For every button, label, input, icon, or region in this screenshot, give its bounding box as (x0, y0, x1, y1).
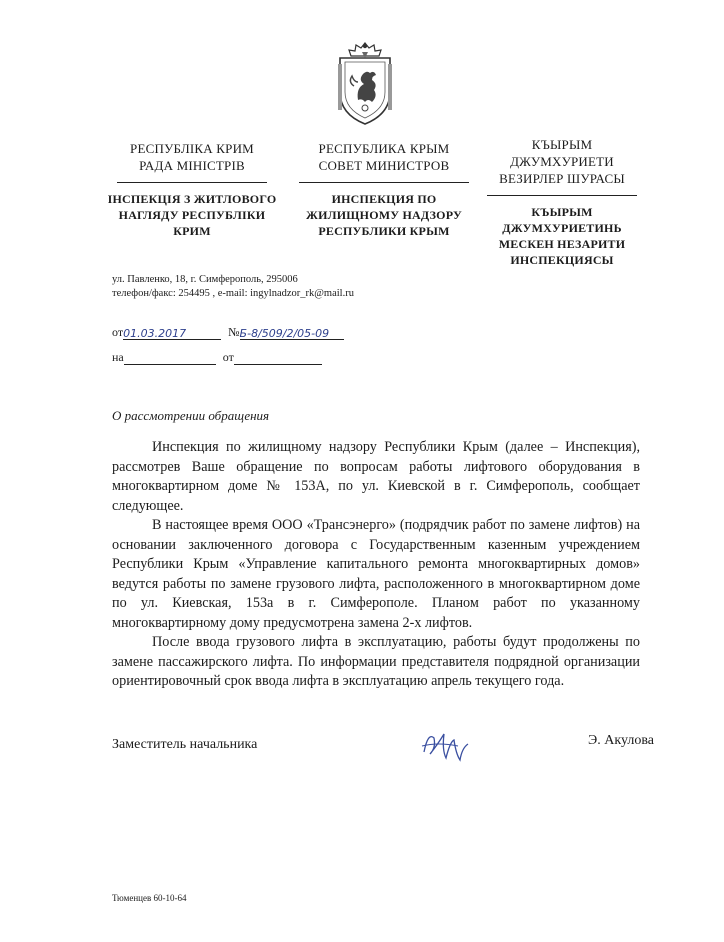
on-label: на (112, 350, 124, 364)
signatory-name: Э. Акулова (588, 733, 654, 748)
address-text: ул. Павленко, 18, г. Симферополь, 295006 (112, 274, 298, 285)
contact-block (112, 273, 354, 301)
crimea-coat-of-arms-icon (334, 40, 396, 126)
organization-name: ИНСПЕКЦИЯ ПО ЖИЛИЩНОМУ НАДЗОРУ РЕСПУБЛИКИ КРЫМ (306, 192, 462, 238)
letter-body (112, 438, 640, 692)
blank-line (124, 350, 216, 365)
organization-name: КЪЫРЫМ ДЖУМХУРИЕТИНЬ МЕСКЕН НЕЗАРИТИ ИНСПЕКЦИЯСЫ (498, 205, 626, 267)
letter-subject: О рассмотрении обращения (112, 408, 270, 423)
council-name: СОВЕТ МИНИСТРОВ (318, 158, 450, 173)
council-name: РАДА МІНІСТРІВ (139, 158, 245, 173)
handwritten-number: Б-8/509/2/05-09 (239, 327, 330, 340)
paragraph: Инспекция по жилищному надзору Республики Крым (далее – Инспекция), рассмотрев Ваше обращение по вопросам работы лифтового оборудования в многоквартирном доме № 153А, по ул. Киевской в г. Симферополь, сообщает следующее. (112, 439, 640, 514)
header-divider (299, 182, 469, 183)
number-label: № (228, 325, 240, 339)
blank-line (234, 350, 322, 365)
incoming-registration (112, 349, 322, 365)
header-column-russian (296, 140, 472, 239)
organization-name: ІНСПЕКЦІЯ З ЖИТЛОВОГО НАГЛЯДУ РЕСПУБЛІКИ КРИМ (107, 192, 277, 238)
handwritten-signature (418, 724, 474, 768)
paragraph: В настоящее время ООО «Трансэнерго» (подрядчик работ по замене лифтов) на основании заключенного договора с Государственным казенным учреждением Республики Крым «Управление капитального ремонта многоквартирных домов» ведутся работы по замене грузового лифта, расположенного в многоквартирном доме по ул. Киевская, 153а в г. Симферополе. Планом работ по указанному многоквартирному дому предусмотрена замена 2-х лифтов. (112, 517, 640, 631)
header-column-ukrainian (104, 140, 280, 239)
paragraph: После ввода грузового лифта в эксплуатацию, работы будут продолжены по замене пассажирского лифта. По информации представителя подрядной организации ориентировочный срок ввода лифта в эксплуатацию апрель текущего года. (112, 634, 640, 689)
header-divider (117, 182, 267, 183)
phone-email-text: телефон/факс: 254495 , e-mail: ingylnadzor_rk@mail.ru (112, 288, 354, 299)
date-label: от (112, 325, 124, 339)
republic-name: РЕСПУБЛИКА КРЫМ (318, 141, 450, 156)
executor-note: Тюменцев 60-10-64 (112, 893, 187, 903)
republic-name: КЪЫРЫМ ДЖУМХУРИЕТИ (510, 137, 614, 169)
header-divider (487, 195, 637, 196)
outgoing-registration (112, 324, 344, 340)
handwritten-date: 01.03.2017 (123, 327, 187, 340)
header-column-crimean-tatar (480, 136, 644, 268)
republic-name: РЕСПУБЛІКА КРИМ (130, 141, 254, 156)
signatory-position: Заместитель начальника (112, 737, 258, 752)
on-from-label: от (222, 350, 234, 364)
council-name: ВЕЗИРЛЕР ШУРАСЫ (499, 171, 625, 186)
